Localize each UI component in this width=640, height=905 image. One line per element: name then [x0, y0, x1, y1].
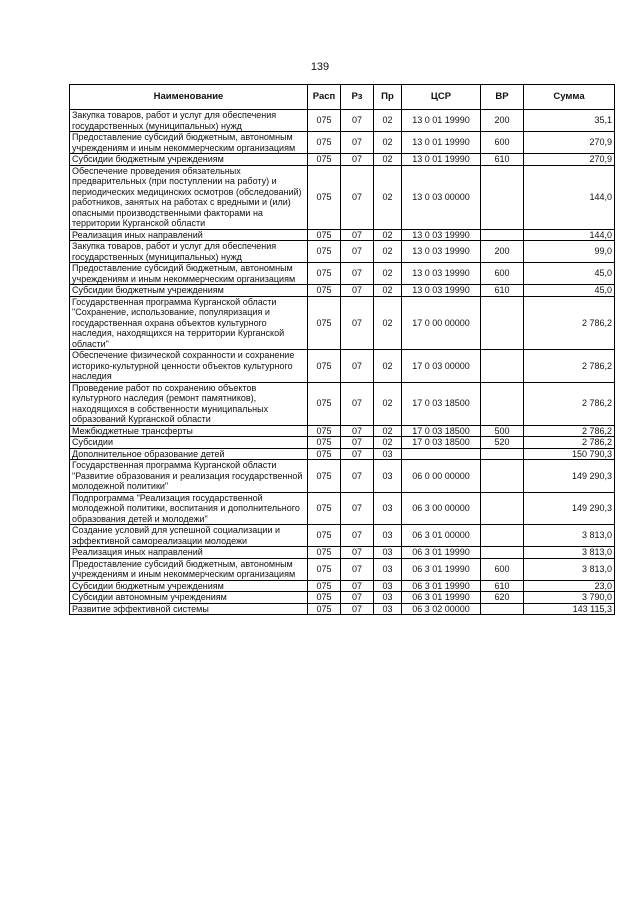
cell-sum: 149 290,3	[524, 460, 615, 493]
cell-vr: 500	[481, 425, 524, 437]
cell-name: Создание условий для успешной социализации и эффективной самореализации молодежи	[70, 525, 308, 547]
table-row	[70, 492, 615, 525]
header-pr: Пр	[374, 85, 402, 110]
cell-pr: 02	[374, 350, 402, 383]
cell-pr: 02	[374, 165, 402, 229]
cell-rz: 07	[341, 285, 374, 297]
table-row	[70, 285, 615, 297]
cell-vr	[481, 525, 524, 547]
cell-csr: 06 3 01 19990	[402, 580, 481, 592]
cell-sum: 3 813,0	[524, 558, 615, 580]
cell-vr	[481, 547, 524, 559]
header-rz: Рз	[341, 85, 374, 110]
cell-sum: 270,9	[524, 132, 615, 154]
cell-csr: 17 0 03 18500	[402, 437, 481, 449]
cell-vr: 620	[481, 592, 524, 604]
cell-sum: 3 790,0	[524, 592, 615, 604]
cell-sum: 3 813,0	[524, 525, 615, 547]
cell-name: Субсидии бюджетным учреждениям	[70, 154, 308, 166]
cell-name: Обеспечение физической сохранности и сохранение историко-культурной ценности объектов культурного наследия	[70, 350, 308, 383]
cell-rz: 07	[341, 132, 374, 154]
cell-rasp: 075	[308, 229, 341, 241]
cell-vr: 610	[481, 580, 524, 592]
cell-name: Предоставление субсидий бюджетным, автономным учреждениям и иным некоммерческим организациям	[70, 132, 308, 154]
cell-sum: 2 786,2	[524, 350, 615, 383]
cell-sum: 2 786,2	[524, 382, 615, 425]
header-vr: ВР	[481, 85, 524, 110]
cell-csr: 17 0 00 00000	[402, 296, 481, 350]
cell-name: Реализация иных направлений	[70, 229, 308, 241]
cell-csr: 06 3 01 00000	[402, 525, 481, 547]
cell-csr: 06 3 02 00000	[402, 603, 481, 615]
cell-pr: 02	[374, 132, 402, 154]
cell-rasp: 075	[308, 241, 341, 263]
cell-rz: 07	[341, 492, 374, 525]
header-name: Наименование	[70, 85, 308, 110]
cell-pr: 02	[374, 285, 402, 297]
cell-name: Дополнительное образование детей	[70, 448, 308, 460]
cell-csr: 17 0 03 18500	[402, 425, 481, 437]
cell-name: Государственная программа Курганской области "Сохранение, использование, популяризация и государственная охрана объектов культурного наследия, находящихся на территории Курганской области"	[70, 296, 308, 350]
cell-sum: 99,0	[524, 241, 615, 263]
cell-vr	[481, 603, 524, 615]
cell-rz: 07	[341, 263, 374, 285]
cell-pr: 03	[374, 592, 402, 604]
cell-rasp: 075	[308, 558, 341, 580]
cell-csr: 17 0 03 00000	[402, 350, 481, 383]
cell-csr: 13 0 03 19990	[402, 263, 481, 285]
cell-rz: 07	[341, 382, 374, 425]
table-row	[70, 263, 615, 285]
cell-csr: 13 0 03 19990	[402, 285, 481, 297]
cell-pr: 02	[374, 437, 402, 449]
table-row	[70, 132, 615, 154]
table-row	[70, 525, 615, 547]
cell-csr: 13 0 03 19990	[402, 241, 481, 263]
header-sum: Сумма	[524, 85, 615, 110]
cell-pr: 03	[374, 492, 402, 525]
cell-rz: 07	[341, 165, 374, 229]
cell-rz: 07	[341, 229, 374, 241]
cell-vr: 200	[481, 241, 524, 263]
cell-name: Обеспечение проведения обязательных предварительных (при поступлении на работу) и периодических медицинских осмотров (обследований) работников, занятых на работах с вредными и (или) опасными производственными факторами на территории Курганской области	[70, 165, 308, 229]
cell-rz: 07	[341, 241, 374, 263]
cell-sum: 149 290,3	[524, 492, 615, 525]
cell-csr: 06 3 01 19990	[402, 547, 481, 559]
cell-vr: 520	[481, 437, 524, 449]
cell-vr	[481, 350, 524, 383]
cell-rz: 07	[341, 547, 374, 559]
header-csr: ЦСР	[402, 85, 481, 110]
table-row	[70, 603, 615, 615]
cell-sum: 270,9	[524, 154, 615, 166]
cell-rz: 07	[341, 448, 374, 460]
cell-sum: 144,0	[524, 229, 615, 241]
cell-rz: 07	[341, 154, 374, 166]
cell-name: Реализация иных направлений	[70, 547, 308, 559]
cell-vr: 200	[481, 110, 524, 132]
cell-vr: 610	[481, 154, 524, 166]
cell-csr: 06 3 01 19990	[402, 558, 481, 580]
cell-pr: 02	[374, 229, 402, 241]
cell-sum: 143 115,3	[524, 603, 615, 615]
table-row	[70, 296, 615, 350]
cell-name: Предоставление субсидий бюджетным, автономным учреждениям и иным некоммерческим организациям	[70, 558, 308, 580]
cell-name: Подпрограмма "Реализация государственной молодежной политики, воспитания и дополнительного образования детей и молодежи"	[70, 492, 308, 525]
cell-name: Субсидии бюджетным учреждениям	[70, 580, 308, 592]
cell-rz: 07	[341, 425, 374, 437]
cell-csr: 13 0 01 19990	[402, 154, 481, 166]
cell-vr: 600	[481, 558, 524, 580]
cell-vr: 600	[481, 263, 524, 285]
cell-sum: 3 813,0	[524, 547, 615, 559]
table-row	[70, 547, 615, 559]
cell-csr: 06 0 00 00000	[402, 460, 481, 493]
table-row	[70, 460, 615, 493]
table-row	[70, 425, 615, 437]
cell-pr: 03	[374, 580, 402, 592]
cell-rz: 07	[341, 603, 374, 615]
cell-sum: 23,0	[524, 580, 615, 592]
cell-sum: 35,1	[524, 110, 615, 132]
cell-vr: 600	[481, 132, 524, 154]
cell-rasp: 075	[308, 425, 341, 437]
cell-pr: 02	[374, 296, 402, 350]
cell-name: Государственная программа Курганской области "Развитие образования и реализация государственной молодежной политики"	[70, 460, 308, 493]
cell-rasp: 075	[308, 603, 341, 615]
header-rasp: Расп	[308, 85, 341, 110]
cell-name: Проведение работ по сохранению объектов культурного наследия (ремонт памятников), находящихся в собственности муниципальных образований Курганской области	[70, 382, 308, 425]
cell-rasp: 075	[308, 110, 341, 132]
cell-csr: 06 3 00 00000	[402, 492, 481, 525]
cell-rasp: 075	[308, 437, 341, 449]
cell-pr: 03	[374, 558, 402, 580]
cell-csr: 13 0 03 00000	[402, 165, 481, 229]
cell-rasp: 075	[308, 165, 341, 229]
cell-rasp: 075	[308, 448, 341, 460]
table-row	[70, 437, 615, 449]
cell-rasp: 075	[308, 382, 341, 425]
cell-rasp: 075	[308, 296, 341, 350]
table-row	[70, 580, 615, 592]
table-row	[70, 350, 615, 383]
cell-rz: 07	[341, 558, 374, 580]
cell-name: Закупка товаров, работ и услуг для обеспечения государственных (муниципальных) нужд	[70, 110, 308, 132]
cell-sum: 45,0	[524, 263, 615, 285]
cell-rasp: 075	[308, 592, 341, 604]
cell-rz: 07	[341, 350, 374, 383]
table-row	[70, 592, 615, 604]
cell-name: Субсидии	[70, 437, 308, 449]
cell-rasp: 075	[308, 547, 341, 559]
cell-sum: 144,0	[524, 165, 615, 229]
cell-pr: 03	[374, 525, 402, 547]
cell-name: Межбюджетные трансферты	[70, 425, 308, 437]
cell-rasp: 075	[308, 132, 341, 154]
cell-csr: 17 0 03 18500	[402, 382, 481, 425]
table-row	[70, 154, 615, 166]
cell-vr	[481, 382, 524, 425]
table-body	[70, 110, 615, 615]
cell-pr: 02	[374, 154, 402, 166]
cell-csr: 06 3 01 19990	[402, 592, 481, 604]
cell-sum: 2 786,2	[524, 296, 615, 350]
cell-vr	[481, 448, 524, 460]
cell-rz: 07	[341, 296, 374, 350]
cell-pr: 02	[374, 382, 402, 425]
cell-sum: 150 790,3	[524, 448, 615, 460]
cell-pr: 02	[374, 425, 402, 437]
cell-name: Закупка товаров, работ и услуг для обеспечения государственных (муниципальных) нужд	[70, 241, 308, 263]
cell-pr: 02	[374, 241, 402, 263]
cell-rz: 07	[341, 580, 374, 592]
cell-vr	[481, 165, 524, 229]
cell-csr: 13 0 01 19990	[402, 132, 481, 154]
cell-sum: 2 786,2	[524, 425, 615, 437]
cell-rasp: 075	[308, 492, 341, 525]
cell-rasp: 075	[308, 263, 341, 285]
cell-sum: 2 786,2	[524, 437, 615, 449]
cell-vr	[481, 460, 524, 493]
budget-table	[69, 84, 615, 615]
cell-csr: 13 0 01 19990	[402, 110, 481, 132]
cell-vr	[481, 296, 524, 350]
cell-rz: 07	[341, 460, 374, 493]
cell-sum: 45,0	[524, 285, 615, 297]
cell-pr: 02	[374, 110, 402, 132]
cell-name: Субсидии бюджетным учреждениям	[70, 285, 308, 297]
cell-rz: 07	[341, 525, 374, 547]
cell-csr: 13 0 03 19990	[402, 229, 481, 241]
table-row	[70, 558, 615, 580]
cell-rasp: 075	[308, 525, 341, 547]
page-number: 139	[310, 61, 330, 73]
cell-pr: 03	[374, 460, 402, 493]
cell-vr	[481, 229, 524, 241]
table-row	[70, 229, 615, 241]
cell-rz: 07	[341, 592, 374, 604]
table-row	[70, 110, 615, 132]
table-header-row	[70, 85, 615, 110]
cell-name: Развитие эффективной системы	[70, 603, 308, 615]
cell-rasp: 075	[308, 285, 341, 297]
cell-pr: 03	[374, 547, 402, 559]
cell-pr: 03	[374, 603, 402, 615]
cell-csr	[402, 448, 481, 460]
cell-rz: 07	[341, 437, 374, 449]
cell-pr: 02	[374, 263, 402, 285]
cell-name: Предоставление субсидий бюджетным, автономным учреждениям и иным некоммерческим организациям	[70, 263, 308, 285]
table-row	[70, 241, 615, 263]
table-row	[70, 165, 615, 229]
cell-rasp: 075	[308, 350, 341, 383]
cell-pr: 03	[374, 448, 402, 460]
cell-name: Субсидии автономным учреждениям	[70, 592, 308, 604]
cell-rz: 07	[341, 110, 374, 132]
cell-rasp: 075	[308, 580, 341, 592]
cell-rasp: 075	[308, 460, 341, 493]
cell-rasp: 075	[308, 154, 341, 166]
cell-vr: 610	[481, 285, 524, 297]
cell-vr	[481, 492, 524, 525]
table-row	[70, 448, 615, 460]
table-row	[70, 382, 615, 425]
